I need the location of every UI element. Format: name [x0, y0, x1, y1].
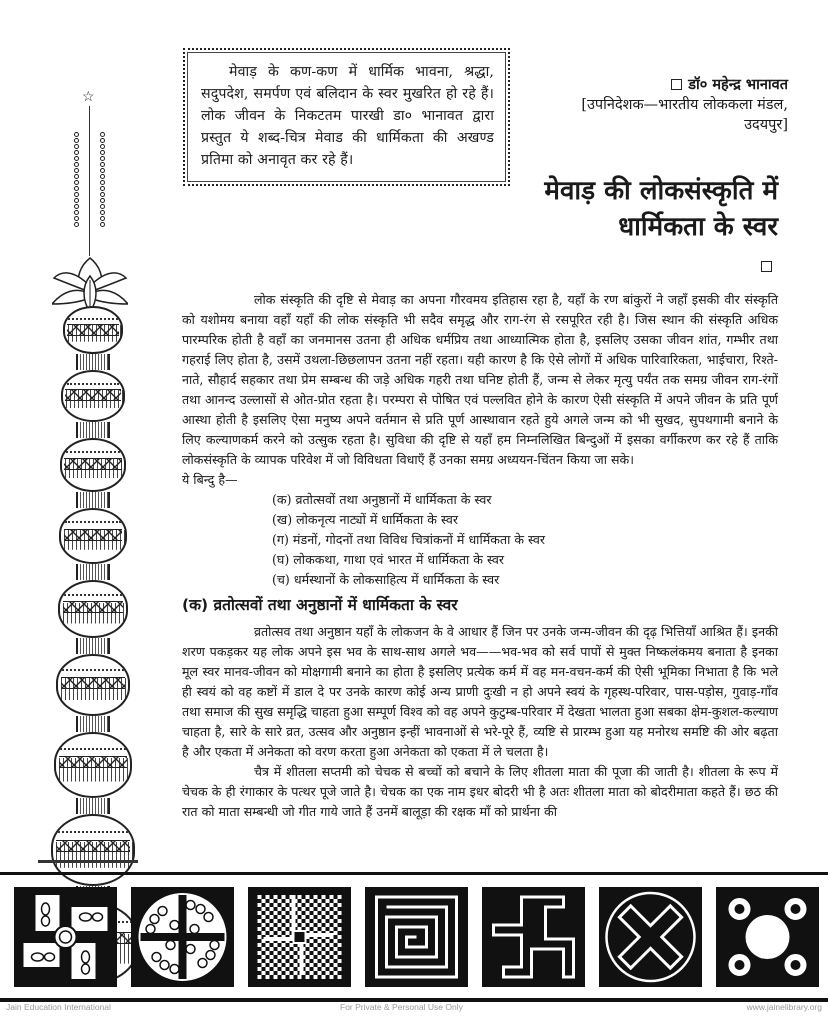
- square-bullet-icon: [671, 79, 682, 90]
- author-name-line: [581, 75, 788, 95]
- title-line-1: मेवाड़ की लोकसंस्कृति में: [544, 176, 778, 206]
- footer-link[interactable]: www.jainelibrary.org: [746, 1002, 822, 1012]
- paragraph-1: लोक संस्कृति की दृष्टि से मेवाड़ का अपना गौरवमय इतिहास रहा है, यहाँ के रण बांकुरों ने जहाँ इसकी वीर संस्कृति को यशोमय बनाया वहाँ यहाँ की लोक संस्कृति भी सदैव समृद्ध और राग-रंग से रसपूरित रही है। जिस स्थान की संस्कृति अधिक पारम्परिक होती है वहाँ का जनमानस उतना ही अधिक धर्मप्रिय तथा आध्यात्मिक होता है, इसलिए उसका जीवन शांत, गम्भीर तथा गहराई लिए होता है, उसमें उथला-छिछलापन उतना नहीं रहता। यही कारण है कि ऐसे लोगों में अधिक पारिवारिकता, भाईचारा, रिश्ते-नाते, सौहार्द सहकार तथा प्रेम सम्बन्ध की जड़े अधिक गहरी तथा घनिष्ट होती हैं, जन्म से लेकर मृत्यु पर्यंत तक समग्र जीवन राग-रंगों तथा आनन्द उल्लासों से ओत-प्रोत रहता है। परम्परा से पोषित एवं पल्लवित होने के कारण ऐसी संस्कृति में अपने जीवन के प्रति पूर्ण आस्था होती है इसलिए ऐसा मनुष्य अपने वर्तमान से प्रति पूर्ण आस्थावान रहते हुये अगले जन्म को भी सुखद, सुपथगामी बनाने के लिए कल्याणकर्म करने को उत्सुक रहता है। सुविधा की दृष्टि से यहाँ हम निम्नलिखित बिन्दुओं में इसका वर्गीकरण कर रहे हैं ताकि लोकसंस्कृति के व्यापक परिवेश में जो विविधता विधाएँ हैं उनका समग्र अध्ययन-चिंतन किया जा सके।: [182, 292, 778, 467]
- lotus-circle-icon: [716, 887, 819, 987]
- paragraph-2: व्रतोत्सव तथा अनुष्ठान यहाँ के लोकजन के वे आधार हैं जिन पर उनके जन्म-जीवन की दृढ़ भित्तियाँ आश्रित हैं। इनकी शरण पकड़कर यह लोक अपने इस भव के साथ-साथ अगले भव——भव-भव को सर्व पापों से मुक्त निष्कलंकमय बनाता है इनका मूल स्वर मानव-जीवन को मोक्षगामी बनाने का होता है इसलिए प्रत्येक कर्म में वह मन-वचन-कर्म की ऐसी भूमिका निभाता है कि भले ही स्वयं को वह कष्टों में डाल दे पर उनके कारण कोई अन्य प्राणी दुःखी न हो अपने स्वयं के गृहस्थ-परिवार, पास-पड़ोस, गुवाड़-गाँव तथा समाज की सुख समृद्धि चाहता हुआ सम्पूर्ण विश्व को वह अपने कुटुम्ब-परिवार में देखता भालता हुआ सबका क्षेम-कुशल-कल्याण चाहता है, सारे के सारे व्रत, उत्सव और अनुष्ठान इन्हीं भावनाओं से भरे-पूरे हैं, व्यष्टि से प्रारम्भ हुआ यह मनोरथ समष्टि की ओर बढ़ता है और एकता में अनेकता को वरण करता हुआ अनेकता को एकता में ले चलता है।: [182, 624, 778, 759]
- pot-5: [58, 580, 128, 638]
- list-item: (ग) मंडनों, गोदनों तथा विविध चित्रांकनों में धार्मिकता के स्वर: [272, 532, 546, 547]
- pot-neck: [76, 716, 110, 732]
- points-list: [182, 490, 778, 590]
- pot-6: [56, 654, 130, 716]
- section-heading: (क) व्रतोत्सवों तथा अनुष्ठानों में धार्मिकता के स्वर: [182, 596, 458, 614]
- stem-line: [89, 106, 90, 256]
- pot-8: [51, 814, 135, 886]
- intro-box: [183, 48, 510, 186]
- author-block: [581, 75, 788, 135]
- author-name: डॉ० महेन्द्र भानावत: [688, 76, 788, 93]
- swastika-circle-icon: [599, 887, 702, 987]
- paragraph-3: चैत्र में शीतला सप्तमी को चेचक से बच्चों को बचाने के लिए शीतला माता की पूजा की जाती है। शीतला के रूप में चेचक के ही रंगाकार के पत्थर पूजे जाते है। चेचक का एक नाम इधर बोदरी भी है अतः शीतला माता को बोदरीमाता कहते हैं। छठ की रात को माता सम्बन्धी जो गीत गाये जाते हैं उनमें बालूड़ा की रक्षक माँ को प्रार्थना की: [182, 764, 778, 819]
- pot-4: [59, 508, 127, 564]
- star-icon: ☆: [82, 89, 95, 105]
- author-designation-1: [उपनिदेशक—भारतीय लोककला मंडल,: [581, 97, 788, 113]
- pot-3: [60, 438, 126, 492]
- footer-center: For Private & Personal Use Only: [340, 1002, 463, 1012]
- ornament-band: [14, 887, 828, 987]
- title-line-2: धार्मिकता के स्वर: [618, 212, 778, 242]
- bead-string-right: [100, 132, 106, 227]
- pot-neck: [76, 564, 110, 580]
- square-bullet-icon: [761, 261, 772, 272]
- footer-left: Jain Education International: [6, 1002, 111, 1012]
- list-item: (ख) लोकनृत्य नाट्यों में धार्मिकता के स्वर: [272, 512, 459, 527]
- pot-7: [54, 732, 132, 798]
- list-item: (घ) लोककथा, गाथा एवं भारत में धार्मिकता के स्वर: [272, 552, 504, 567]
- list-item: (च) धर्मस्थानों के लोकसाहित्य में धार्मिकता के स्वर: [272, 572, 500, 587]
- pot-2: [61, 370, 125, 422]
- kalash-illustration: [0, 80, 170, 870]
- pot-1: [63, 306, 123, 354]
- article-body: [182, 290, 778, 822]
- author-designation-2: उदयपुर]: [744, 117, 788, 133]
- base-line: [38, 860, 138, 863]
- page-footer: [0, 1002, 828, 1016]
- swastika-bold-icon: [482, 887, 585, 987]
- pot-neck: [76, 354, 110, 370]
- meander-maze-icon: [365, 887, 468, 987]
- pot-neck: [76, 798, 110, 814]
- list-item: (क) व्रतोत्सवों तथा अनुष्ठानों में धार्मिकता के स्वर: [272, 492, 492, 507]
- pot-stack: [38, 306, 148, 984]
- intro-text: मेवाड़ के कण-कण में धार्मिक भावना, श्रद्धा, सदुपदेश, समर्पण एवं बलिदान के स्वर मुखरित हो रहे हैं। लोक जीवन के निकटतम पारखी डा० भानावत द्वारा प्रस्तुत ये शब्द-चित्र मेवाड की धार्मिकता की अखण्ड प्रतिमा को अनावृत कर रहे हैं।: [201, 64, 494, 168]
- article-title: [544, 173, 778, 245]
- pot-neck: [76, 422, 110, 438]
- swastika-beads-icon: [131, 887, 234, 987]
- pot-neck: [76, 638, 110, 654]
- swastika-checker-icon: [248, 887, 351, 987]
- swastika-leaf-icon: [14, 887, 117, 987]
- band-rule-top: [0, 872, 828, 875]
- pot-neck: [76, 492, 110, 508]
- bead-string-left: [74, 132, 80, 227]
- points-lead: ये बिन्दु है—: [182, 472, 238, 487]
